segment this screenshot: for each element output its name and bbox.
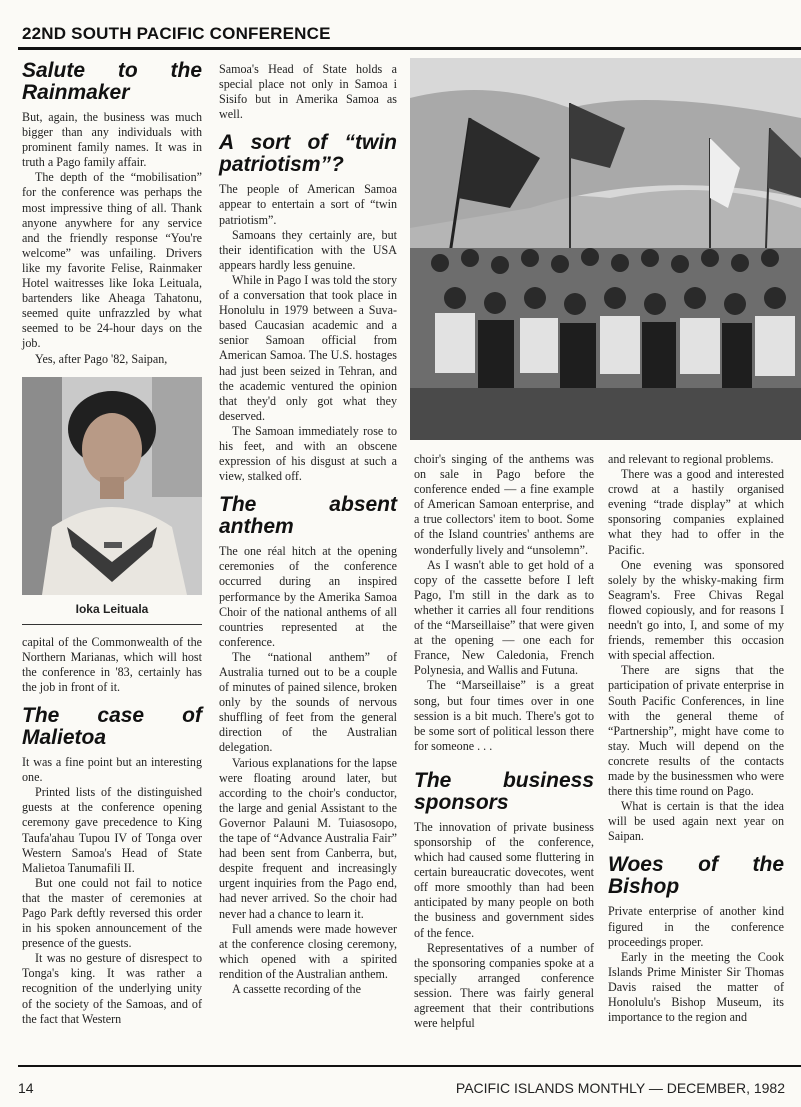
page-number: 14 <box>18 1080 34 1096</box>
paragraph: But one could not fail to notice that the master of ceremonies at Pago Park deftly reversed this order in his spoken announcement of the presence of the guests. <box>22 875 202 951</box>
paragraph: While in Pago I was told the story of a conversation that took place in Honolulu in 1979 between a Suva-based Caucasian academic and a senior Samoan official from American Samoa. The U.S. hostages had just been seized in Tehran, and the academic ventured the opinion that they'd only got what they deserved. <box>219 272 397 423</box>
column-4 <box>608 452 784 1025</box>
footer-rule <box>18 1065 801 1067</box>
paragraph: and relevant to regional problems. <box>608 452 774 466</box>
heading-woes-bishop: Woes of the Bishop <box>608 853 784 899</box>
heading-malietoa: The case of Malietoa <box>22 704 202 750</box>
paragraph: There are signs that the participation of private enterprise in South Pacific Conferences, in line with the general theme of “Partnership”, might have come to stay. Much will depend on the concrete results of the contacts made by the businessmen who were there this time round on Pago. <box>608 663 784 799</box>
magazine-issue: PACIFIC ISLANDS MONTHLY — DECEMBER, 1982 <box>455 1080 785 1096</box>
paragraph: Samoans they certainly are, but their identification with the USA appears hardly less genuine. <box>219 227 397 272</box>
column-2 <box>219 62 397 997</box>
paragraph: What is certain is that the idea will be used again next year on Saipan. <box>608 799 784 844</box>
paragraph: Yes, after Pago '82, Saipan, <box>35 351 168 366</box>
paragraph: The innovation of private business sponsorship of the conference, which had caused some fluttering in certain bureaucratic dovecotes, went off more smoothly than had been anticipated by many people on both the business and government sides of the fence. <box>414 819 594 940</box>
paragraph: Printed lists of the distinguished guests at the conference opening ceremony gave precedence to King Taufa'ahau Tupou IV of Tonga over Western Samoa's Head of State Malietoa Tanumafili II. <box>22 785 202 875</box>
paragraph: The “national anthem” of Australia turned out to be a couple of minutes of pained silence, broken only by the sounds of nervous shuffling of feet from the general direction of the Australian delegation. <box>219 649 397 755</box>
column-1 <box>22 60 202 1027</box>
paragraph: The Samoan immediately rose to his feet, and with an obscene expression of his disgust at such a view, stalked off. <box>219 423 397 484</box>
paragraph: A cassette recording of the <box>232 981 361 996</box>
paragraph: Representatives of a number of the sponsoring companies spoke at a specially arranged conference session. There was fairly general agreement that their contributions were helpful <box>414 940 594 1031</box>
paragraph: capital of the Commonwealth of the Northern Marianas, which will host the conference in '83, certainly has the job in front of it. <box>22 634 202 694</box>
paragraph: Private enterprise of another kind figured in the conference proceedings proper. <box>608 904 784 949</box>
paragraph: Samoa's Head of State holds a special place not only in Samoa i Sisifo but in Amerika Samoa as well. <box>219 62 397 122</box>
paragraph: The one réal hitch at the opening ceremonies of the conference occurred during an inspired performance by the Amerika Samoa Choir of the national anthems of all countries represented at the conference. <box>219 544 397 649</box>
heading-twin-patriotism: A sort of “twin patriotism”? <box>219 131 397 177</box>
heading-absent-anthem: The absent anthem <box>219 493 397 539</box>
heading-rainmaker: Salute to the Rainmaker <box>22 59 202 104</box>
paragraph: As I wasn't able to get hold of a copy of the cassette before I left Pago, I'm still in the dark as to whether it carries all four renditions of the “Marseillaise” that were given at the opening — one each for France, New Caledonia, French Polynesia, and Wallis and Futuna. <box>414 557 594 678</box>
paragraph: The depth of the “mobilisation” for the conference was perhaps the most impressive thing of all. Thank anyone anywhere for any service and the friendly response “You're welcome” was unfailing. Drivers like my favorite Felise, Rainmaker Hotel waitresses like Ioka Leituala, bartenders like Aheaga Tahatonu, seemed quite unfrazzled by what seemed to be 24-hour days on the job. <box>22 170 202 351</box>
paragraph: choir's singing of the anthems was on sale in Pago before the conference ended — a fine example of American Samoan enterprise, and a true collectors' item to boot. Some of the Island countries' anthems are wonderfully lively and “unsolemn”. <box>414 452 594 557</box>
paragraph: The people of American Samoa appear to entertain a sort of “twin patriotism”. <box>219 182 397 227</box>
conference-crowd-photo <box>410 58 801 440</box>
paragraph: There was a good and interested crowd at a hastily organised evening “trade display” at which sponsoring companies explained what they had to offer in the Pacific. <box>608 467 784 557</box>
column-3 <box>414 452 594 1031</box>
header-rule <box>18 47 801 50</box>
paragraph: It was a fine point but an interesting one. <box>22 755 202 785</box>
caption-divider <box>22 624 202 625</box>
paragraph: The “Marseillaise” is a great song, but four times over in one session is a bit much. There's got to be some sort of political lesson there for someone . . . <box>414 678 594 753</box>
portrait-photo <box>22 377 202 595</box>
paragraph: Various explanations for the lapse were floating around later, but according to the choir's conductor, the large and genial Assistant to the Governor Palauni M. Tuiasosopo, the tape of “Advance Australia Fair” had been sent from Canberra, but, despite frequent and increasingly urgent inquiries from the Pago end, had never arrived. So the choir had never had a chance to learn it. <box>219 755 397 921</box>
paragraph: One evening was sponsored solely by the whisky-making firm Seagram's. Free Chivas Regal flowed copiously, and for reasons I needn't go into, I, and some of my friends, remember this occasion with special affection. <box>608 557 784 663</box>
heading-business-sponsors: The business sponsors <box>414 768 594 814</box>
paragraph: Early in the meeting the Cook Islands Prime Minister Sir Thomas Davis raised the matter of Honolulu's Bishop Museum, its importance to the region and <box>608 949 784 1025</box>
paragraph: But, again, the business was much bigger than any individuals with prominent family names. It was in truth a Pago family affair. <box>22 110 202 170</box>
page-header-title: 22ND SOUTH PACIFIC CONFERENCE <box>22 24 331 43</box>
paragraph: It was no gesture of disrespect to Tonga's king. It was rather a recognition of the underlying unity of the society of the Samoas, and of the fact that Western <box>22 951 202 1026</box>
paragraph: Full amends were made however at the conference closing ceremony, which opened with a spirited rendition of the Australian anthem. <box>219 921 397 981</box>
photo-caption: Ioka Leituala <box>75 601 149 616</box>
